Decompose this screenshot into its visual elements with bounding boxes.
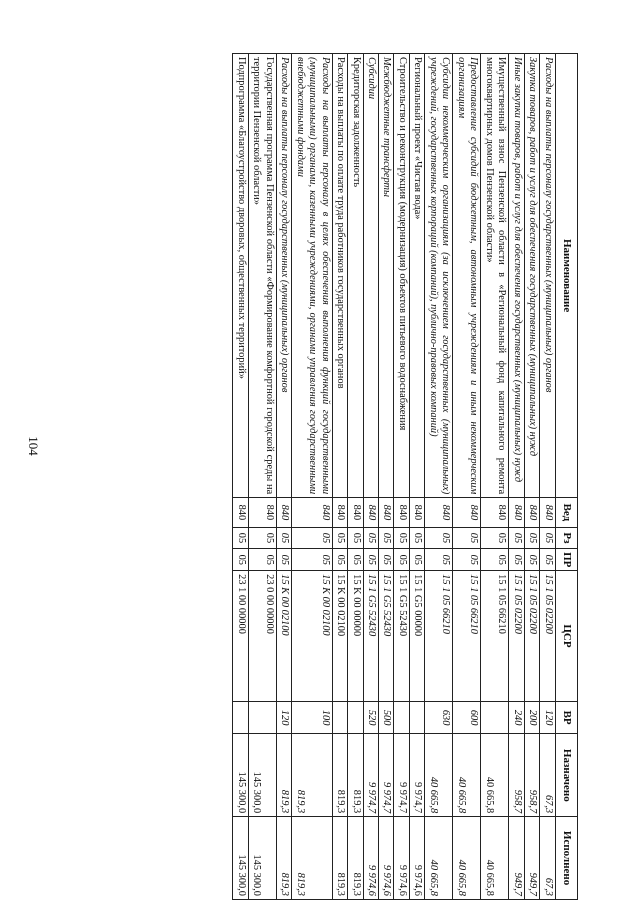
cell-assigned: 819,3 [292,734,332,817]
cell-vr: 100 [292,701,332,734]
cell-assigned: 9 974,7 [409,734,424,817]
header-executed: Исполнено [555,817,577,900]
cell-assigned: 819,3 [348,734,363,817]
cell-pr: 05 [509,549,524,571]
table-row [509,54,524,900]
cell-ved: 840 [409,498,424,527]
cell-assigned: 958,7 [509,734,524,817]
cell-csr: 15 1 05 02200 [509,571,524,702]
cell-ved: 840 [481,498,509,527]
cell-vr: 520 [363,701,378,734]
cell-vr [481,701,509,734]
cell-csr: 15 1 G5 52430 [394,571,409,702]
cell-pr: 05 [233,549,248,571]
cell-csr: 15 1 05 66210 [481,571,509,702]
cell-name: Региональный проект «Чистая вода» [409,54,424,498]
cell-executed: 40 665,8 [481,817,509,900]
cell-pr: 05 [292,549,332,571]
cell-executed: 9 974,6 [394,817,409,900]
cell-pr: 05 [379,549,394,571]
header-csr: ЦСР [555,571,577,702]
table-header-row [555,54,577,900]
cell-assigned: 40 665,8 [453,734,481,817]
cell-ved: 840 [379,498,394,527]
table-row [332,54,347,900]
cell-vr: 200 [524,701,539,734]
cell-csr: 15 1 G5 52430 [379,571,394,702]
table-row [394,54,409,900]
cell-executed: 9 974,6 [363,817,378,900]
cell-assigned: 9 974,7 [379,734,394,817]
cell-assigned: 40 665,8 [425,734,453,817]
cell-pr: 05 [409,549,424,571]
cell-name: Подпрограмма «Благоустройство дворовых, общественных территорий» [233,54,248,498]
cell-pr: 05 [540,549,555,571]
cell-ved: 840 [509,498,524,527]
cell-assigned: 9 974,7 [363,734,378,817]
cell-executed: 9 974,6 [379,817,394,900]
table-row [348,54,363,900]
cell-rz: 05 [425,527,453,549]
cell-csr: 15 1 05 66210 [453,571,481,702]
cell-pr: 05 [363,549,378,571]
header-ved: Вед [555,498,577,527]
cell-assigned: 145 300,0 [233,734,248,817]
cell-csr: 15 1 G5 00000 [409,571,424,702]
cell-name: Расходы на выплаты персоналу государственных (муниципальных) органов [276,54,291,498]
table-row [409,54,424,900]
cell-assigned: 145 300,0 [248,734,276,817]
cell-rz: 05 [348,527,363,549]
table-row [276,54,291,900]
cell-vr: 240 [509,701,524,734]
cell-name: Расходы на выплаты персоналу государственных (муниципальных) органов [540,54,555,498]
cell-vr [409,701,424,734]
cell-name: Иные закупки товаров, работ и услуг для обеспечения государственных (муниципальных) нужд [509,54,524,498]
cell-name: Имущественный взнос Пензенской области в «Региональный фонд капитального ремонта многоквартирных домов Пензенской области» [481,54,509,498]
table-body [233,54,556,900]
cell-assigned: 67,3 [540,734,555,817]
table-row [292,54,332,900]
budget-table [232,53,578,900]
cell-name: Расходы на выплаты персоналу в целях обеспечения выполнения функций государственными (муниципальными) органами, казенными учреждениями, органами управления государственными внебюджетными фондами [292,54,332,498]
header-name: Наименование [555,54,577,498]
cell-name: Государственная программа Пензенской области «Формирование комфортной городской среды на территории Пензенской области» [248,54,276,498]
cell-assigned: 819,3 [276,734,291,817]
header-rz: Рз [555,527,577,549]
table-row [248,54,276,900]
cell-ved: 840 [394,498,409,527]
cell-pr: 05 [348,549,363,571]
cell-ved: 840 [348,498,363,527]
cell-ved: 840 [248,498,276,527]
cell-executed: 67,3 [540,817,555,900]
cell-rz: 05 [332,527,347,549]
cell-vr [332,701,347,734]
cell-executed: 819,3 [332,817,347,900]
cell-rz: 05 [233,527,248,549]
cell-name: Межбюджетные трансферты [379,54,394,498]
cell-vr [233,701,248,734]
cell-executed: 949,7 [509,817,524,900]
cell-rz: 05 [292,527,332,549]
cell-rz: 05 [363,527,378,549]
cell-pr: 05 [425,549,453,571]
table-row [425,54,453,900]
budget-table-sheet [78,53,578,900]
cell-rz: 05 [248,527,276,549]
cell-vr: 120 [276,701,291,734]
cell-ved: 840 [276,498,291,527]
cell-executed: 9 974,6 [409,817,424,900]
cell-csr: 15 1 05 66210 [425,571,453,702]
cell-name: Расходы на выплаты по оплате труда работников государственных органов [332,54,347,498]
cell-ved: 840 [363,498,378,527]
cell-vr [348,701,363,734]
cell-name: Субсидии некоммерческим организациям (за исключением государственных (муниципальных) учреждений, государственных корпораций (компаний), публично-правовых компаний) [425,54,453,498]
table-row [233,54,248,900]
table-row [379,54,394,900]
table-row [453,54,481,900]
cell-executed: 819,3 [292,817,332,900]
cell-ved: 840 [292,498,332,527]
table-row [481,54,509,900]
cell-csr: 15 K 00 00000 [348,571,363,702]
cell-pr: 05 [524,549,539,571]
cell-executed: 819,3 [276,817,291,900]
cell-rz: 05 [276,527,291,549]
header-assigned: Назначено [555,734,577,817]
cell-ved: 840 [524,498,539,527]
cell-csr: 15 1 G5 52430 [363,571,378,702]
cell-ved: 840 [425,498,453,527]
cell-assigned: 9 974,7 [394,734,409,817]
cell-rz: 05 [409,527,424,549]
cell-pr: 05 [248,549,276,571]
cell-csr: 23 0 00 00000 [248,571,276,702]
table-row [363,54,378,900]
cell-pr: 05 [481,549,509,571]
cell-pr: 05 [453,549,481,571]
header-vr: ВР [555,701,577,734]
cell-executed: 949,7 [524,817,539,900]
cell-rz: 05 [509,527,524,549]
table-row [524,54,539,900]
cell-rz: 05 [540,527,555,549]
cell-rz: 05 [394,527,409,549]
cell-vr [394,701,409,734]
cell-assigned: 958,7 [524,734,539,817]
cell-vr: 600 [453,701,481,734]
header-pr: ПР [555,549,577,571]
cell-executed: 40 665,8 [425,817,453,900]
cell-name: Предоставление субсидий бюджетным, автономным учреждениям и иным некоммерческим организациям [453,54,481,498]
cell-ved: 840 [233,498,248,527]
cell-rz: 05 [481,527,509,549]
cell-vr: 500 [379,701,394,734]
cell-assigned: 819,3 [332,734,347,817]
cell-csr: 15 1 05 02200 [540,571,555,702]
cell-executed: 145 300,0 [248,817,276,900]
cell-pr: 05 [394,549,409,571]
cell-assigned: 40 665,8 [481,734,509,817]
cell-rz: 05 [379,527,394,549]
cell-csr: 23 1 00 00000 [233,571,248,702]
cell-executed: 40 665,8 [453,817,481,900]
cell-name: Субсидии [363,54,378,498]
cell-ved: 840 [453,498,481,527]
cell-pr: 05 [276,549,291,571]
cell-vr [248,701,276,734]
cell-name: Кредиторская задолженность [348,54,363,498]
table-row [540,54,555,900]
cell-executed: 819,3 [348,817,363,900]
cell-csr: 15 K 00 02100 [276,571,291,702]
cell-ved: 840 [332,498,347,527]
cell-pr: 05 [332,549,347,571]
cell-rz: 05 [453,527,481,549]
cell-vr: 120 [540,701,555,734]
cell-name: Закупка товаров, работ и услуг для обеспечения государственных (муниципальных) нужд [524,54,539,498]
cell-csr: 15 K 00 02100 [292,571,332,702]
page-number: 104 [26,436,41,456]
cell-executed: 145 300,0 [233,817,248,900]
cell-ved: 840 [540,498,555,527]
cell-rz: 05 [524,527,539,549]
cell-name: Строительство и реконструкция (модернизация) объектов питьевого водоснабжения [394,54,409,498]
cell-vr: 630 [425,701,453,734]
cell-csr: 15 K 00 02100 [332,571,347,702]
cell-csr: 15 1 05 02200 [524,571,539,702]
